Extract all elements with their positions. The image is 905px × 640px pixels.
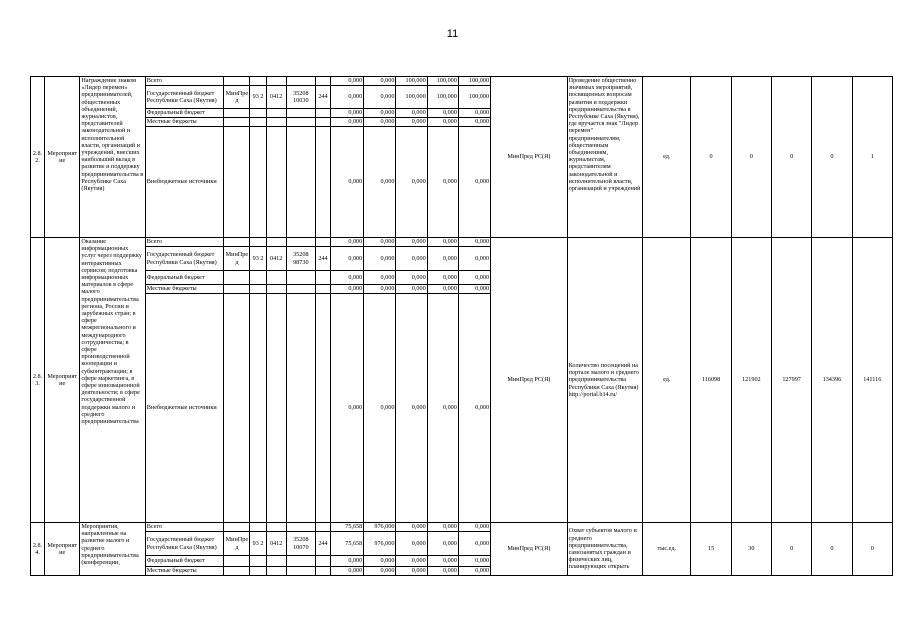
amount-cell: 0,000 [427, 118, 458, 127]
indicator: Охват субъектов малого и среднего предпринимательства, самозанятых граждан и физических лиц, планирующих открыть [567, 523, 643, 576]
empty-code-cell [315, 285, 330, 294]
amount-cell: 0,000 [331, 118, 364, 127]
funding-source: Государственный бюджет Республики Саха (Якутия) [145, 247, 224, 271]
amount-cell: 100,000 [427, 86, 458, 109]
unit: ед. [643, 77, 691, 238]
empty-code-cell [286, 271, 315, 285]
empty-code-cell [224, 77, 250, 86]
table-row [31, 523, 893, 532]
target-value: 0 [812, 523, 852, 576]
empty-code-cell [250, 523, 266, 532]
empty-code-cell [250, 294, 266, 523]
empty-code-cell [266, 109, 286, 118]
amount-cell: 0,000 [427, 556, 458, 567]
row-number: 2.8.2. [31, 77, 45, 238]
amount-cell: 0,000 [331, 271, 364, 285]
amount-cell: 0,000 [364, 109, 396, 118]
grbs-code: МинПред [224, 532, 250, 556]
unit: ед. [643, 238, 691, 523]
empty-code-cell [266, 523, 286, 532]
executor: МинПред РС(Я) [491, 238, 568, 523]
amount-cell: 0,000 [331, 127, 364, 238]
amount-cell: 0,000 [331, 556, 364, 567]
amount-cell: 0,000 [458, 271, 490, 285]
rz-code: 93 2 [250, 247, 266, 271]
vr-code: 244 [315, 86, 330, 109]
row-description: Мероприятия, направленные на развитие малого и среднего предпринимательства (конференции, [80, 523, 145, 576]
amount-cell: 0,000 [331, 86, 364, 109]
target-value: 0 [691, 77, 731, 238]
empty-code-cell [315, 77, 330, 86]
empty-code-cell [266, 285, 286, 294]
amount-cell: 0,000 [427, 109, 458, 118]
empty-code-cell [266, 294, 286, 523]
empty-code-cell [266, 238, 286, 247]
empty-code-cell [224, 127, 250, 238]
amount-cell: 0,000 [331, 238, 364, 247]
amount-cell: 0,000 [364, 118, 396, 127]
row-number: 2.8.4. [31, 523, 45, 576]
empty-code-cell [250, 285, 266, 294]
amount-cell: 0,000 [396, 523, 427, 532]
target-value: 0 [771, 523, 811, 576]
empty-code-cell [266, 567, 286, 576]
amount-cell: 0,000 [458, 523, 490, 532]
empty-code-cell [250, 567, 266, 576]
empty-code-cell [286, 294, 315, 523]
funding-source: Местные бюджеты [145, 118, 224, 127]
amount-cell: 0,000 [396, 109, 427, 118]
amount-cell: 0,000 [396, 118, 427, 127]
amount-cell: 0,000 [396, 238, 427, 247]
target-value: 15 [691, 523, 731, 576]
empty-code-cell [266, 118, 286, 127]
prz-code: 0412 [266, 247, 286, 271]
funding-source: Всего [145, 238, 224, 247]
amount-cell: 976,000 [364, 523, 396, 532]
amount-cell: 0,000 [396, 556, 427, 567]
empty-code-cell [250, 271, 266, 285]
row-type: Мероприятие [45, 238, 80, 523]
vr-code: 244 [315, 532, 330, 556]
amount-cell: 0,000 [331, 285, 364, 294]
row-description: Оказание информационных услуг через поддержку интерактивных сервисов; подготовка информационных материалов в сфере малого предпринимательства региона, России и зарубежных стран; в сфере межрегионального и международного сотрудничества; в сфере производственной кооперации и субконтрактации; в сфере маркетинга, в сфере инновационной деятельности; в сфере государственной поддержки малого и среднего предпринимательства [80, 238, 145, 523]
prz-code: 0412 [266, 532, 286, 556]
empty-code-cell [315, 523, 330, 532]
indicator: Проведение общественно значимых мероприятий, посвященных вопросам развития и поддержки предпринимательства в Республике Саха (Якутия), где вручается знак "Лидер перемен" предпринимателям, общественным объединениям, журналистам, представителям законодательной и исполнительной власти, организаций и учреждений [567, 77, 643, 238]
target-value: 30 [731, 523, 771, 576]
empty-code-cell [286, 285, 315, 294]
empty-code-cell [224, 109, 250, 118]
amount-cell: 0,000 [458, 109, 490, 118]
empty-code-cell [315, 118, 330, 127]
empty-code-cell [250, 77, 266, 86]
row-description: Награждение знаком «Лидер перемен» предпринимателей, общественных объединений, журналистов, представителей законодательной и исполнительной власти, организаций и учреждений, внесших наибольший вклад в развитие и поддержку предпринимательства в Республике Саха (Якутия) [80, 77, 145, 238]
empty-code-cell [286, 556, 315, 567]
amount-cell: 100,000 [427, 77, 458, 86]
empty-code-cell [315, 567, 330, 576]
target-value: 116098 [691, 238, 731, 523]
page-number: 11 [446, 28, 459, 40]
funding-source: Всего [145, 77, 224, 86]
amount-cell: 0,000 [364, 238, 396, 247]
target-value: 0 [852, 523, 892, 576]
amount-cell: 0,000 [427, 238, 458, 247]
funding-source: Федеральный бюджет [145, 271, 224, 285]
amount-cell: 0,000 [364, 556, 396, 567]
row-type: Мероприятие [45, 523, 80, 576]
empty-code-cell [286, 567, 315, 576]
empty-code-cell [250, 556, 266, 567]
amount-cell: 0,000 [458, 118, 490, 127]
empty-code-cell [266, 271, 286, 285]
amount-cell: 0,000 [364, 567, 396, 576]
target-value: 0 [812, 77, 852, 238]
amount-cell: 100,000 [458, 86, 490, 109]
empty-code-cell [315, 556, 330, 567]
table-row [31, 238, 893, 247]
unit: тыс.ед. [643, 523, 691, 576]
prz-code: 0412 [266, 86, 286, 109]
empty-code-cell [286, 109, 315, 118]
amount-cell: 0,000 [458, 556, 490, 567]
empty-code-cell [224, 118, 250, 127]
empty-code-cell [286, 523, 315, 532]
table-row [31, 77, 893, 86]
empty-code-cell [266, 127, 286, 238]
csr-code: 35208 10070 [286, 532, 315, 556]
amount-cell: 0,000 [364, 77, 396, 86]
amount-cell: 0,000 [427, 247, 458, 271]
empty-code-cell [266, 77, 286, 86]
executor: МинПред РС(Я) [491, 523, 568, 576]
amount-cell: 0,000 [331, 294, 364, 523]
amount-cell: 0,000 [396, 294, 427, 523]
amount-cell: 0,000 [396, 567, 427, 576]
amount-cell: 0,000 [427, 285, 458, 294]
empty-code-cell [315, 127, 330, 238]
funding-source: Местные бюджеты [145, 285, 224, 294]
funding-source: Внебюджетные источники [145, 294, 224, 523]
amount-cell: 0,000 [458, 532, 490, 556]
empty-code-cell [315, 294, 330, 523]
indicator: Количество посещений на портале малого и среднего предпринимательства Республики Саха (Якутия) http://portal.b14.ru/ [567, 238, 643, 523]
empty-code-cell [224, 238, 250, 247]
empty-code-cell [286, 238, 315, 247]
empty-code-cell [250, 118, 266, 127]
empty-code-cell [224, 294, 250, 523]
empty-code-cell [224, 556, 250, 567]
grbs-code: МинПред [224, 247, 250, 271]
amount-cell: 0,000 [458, 247, 490, 271]
grbs-code: МинПред [224, 86, 250, 109]
amount-cell: 0,000 [427, 523, 458, 532]
empty-code-cell [286, 127, 315, 238]
amount-cell: 0,000 [458, 567, 490, 576]
amount-cell: 0,000 [396, 285, 427, 294]
executor: МинПред РС(Я) [491, 77, 568, 238]
amount-cell: 0,000 [331, 567, 364, 576]
amount-cell: 0,000 [427, 532, 458, 556]
empty-code-cell [266, 556, 286, 567]
amount-cell: 0,000 [458, 127, 490, 238]
amount-cell: 0,000 [396, 532, 427, 556]
funding-source: Государственный бюджет Республики Саха (Якутия) [145, 532, 224, 556]
amount-cell: 75,658 [331, 523, 364, 532]
target-value: 0 [731, 77, 771, 238]
amount-cell: 0,000 [427, 127, 458, 238]
empty-code-cell [250, 109, 266, 118]
amount-cell: 0,000 [331, 109, 364, 118]
amount-cell: 0,000 [458, 238, 490, 247]
amount-cell: 0,000 [364, 127, 396, 238]
rz-code: 93 2 [250, 532, 266, 556]
vr-code: 244 [315, 247, 330, 271]
amount-cell: 100,000 [458, 77, 490, 86]
empty-code-cell [315, 109, 330, 118]
funding-source: Государственный бюджет Республики Саха (Якутия) [145, 86, 224, 109]
amount-cell: 0,000 [427, 271, 458, 285]
amount-cell: 100,000 [396, 77, 427, 86]
empty-code-cell [315, 238, 330, 247]
funding-source: Всего [145, 523, 224, 532]
empty-code-cell [224, 567, 250, 576]
amount-cell: 0,000 [331, 247, 364, 271]
row-type: Мероприятие [45, 77, 80, 238]
target-value: 127997 [771, 238, 811, 523]
target-value: 121902 [731, 238, 771, 523]
amount-cell: 0,000 [364, 294, 396, 523]
empty-code-cell [224, 523, 250, 532]
empty-code-cell [250, 238, 266, 247]
amount-cell: 0,000 [396, 127, 427, 238]
target-value: 1 [852, 77, 892, 238]
csr-code: 35208 98730 [286, 247, 315, 271]
amount-cell: 0,000 [364, 247, 396, 271]
target-value: 141116 [852, 238, 892, 523]
empty-code-cell [286, 118, 315, 127]
empty-code-cell [224, 271, 250, 285]
target-value: 0 [771, 77, 811, 238]
funding-source: Федеральный бюджет [145, 109, 224, 118]
amount-cell: 0,000 [364, 86, 396, 109]
csr-code: 35208 10030 [286, 86, 315, 109]
program-table [30, 76, 893, 576]
target-value: 134396 [812, 238, 852, 523]
empty-code-cell [286, 77, 315, 86]
amount-cell: 0,000 [396, 271, 427, 285]
empty-code-cell [315, 271, 330, 285]
amount-cell: 0,000 [364, 271, 396, 285]
funding-source: Федеральный бюджет [145, 556, 224, 567]
row-number: 2.8.3. [31, 238, 45, 523]
funding-source: Местные бюджеты [145, 567, 224, 576]
amount-cell: 0,000 [364, 285, 396, 294]
amount-cell: 0,000 [427, 567, 458, 576]
empty-code-cell [224, 285, 250, 294]
amount-cell: 0,000 [458, 285, 490, 294]
amount-cell: 0,000 [396, 247, 427, 271]
amount-cell: 100,000 [396, 86, 427, 109]
amount-cell: 0,000 [427, 294, 458, 523]
rz-code: 93 2 [250, 86, 266, 109]
funding-source: Внебюджетные источники [145, 127, 224, 238]
amount-cell: 75,658 [331, 532, 364, 556]
amount-cell: 0,000 [331, 77, 364, 86]
amount-cell: 0,000 [458, 294, 490, 523]
amount-cell: 976,000 [364, 532, 396, 556]
empty-code-cell [250, 127, 266, 238]
